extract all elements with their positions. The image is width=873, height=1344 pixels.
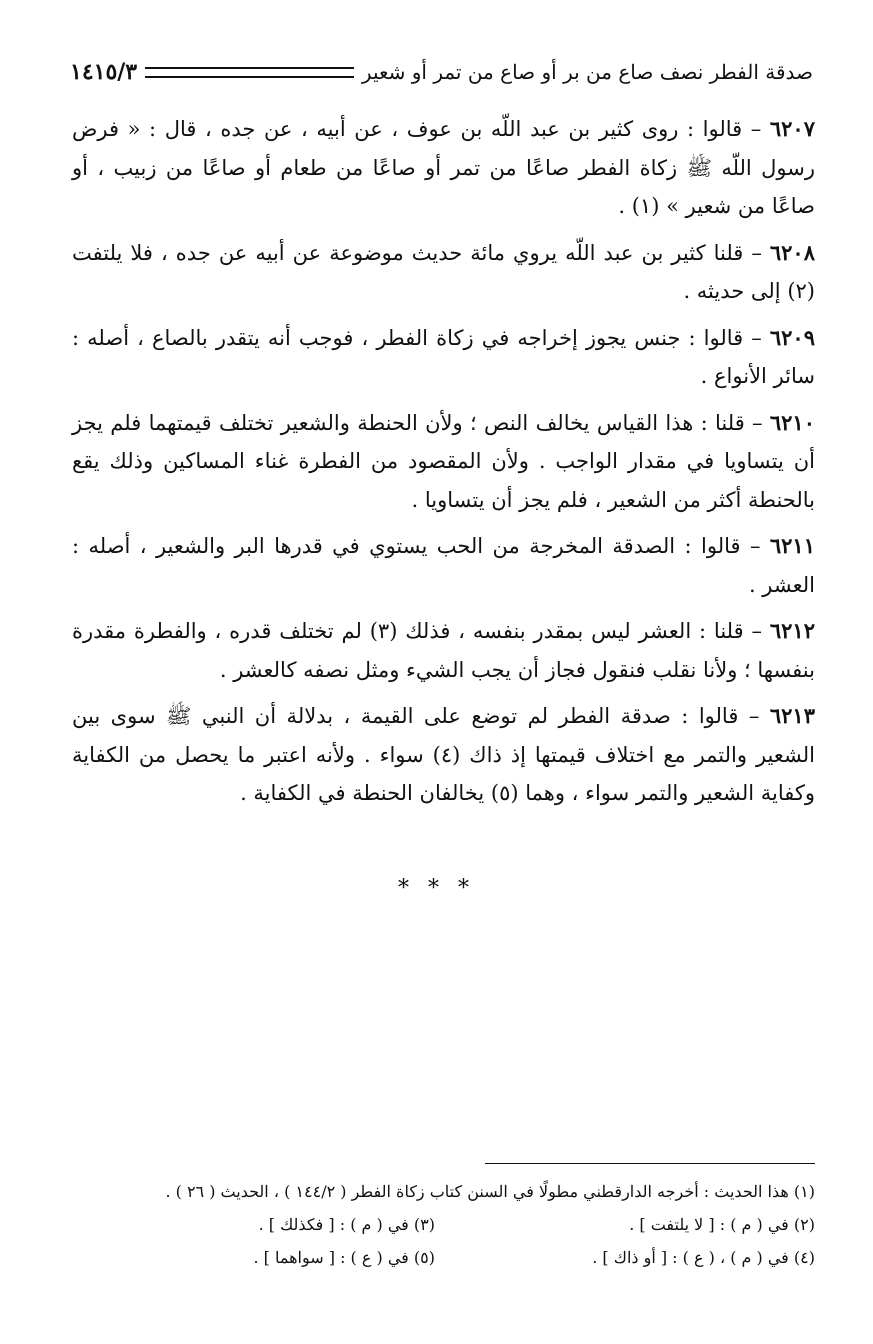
paragraph-6210: ٦٢١٠ – قلنا : هذا القياس يخالف النص ؛ ولأن الحنطة والشعير تختلف قيمتهما فلم يجز أن يتساويا في مقدار الواجب . ولأن المقصود من الفطرة غناء المساكين وذلك يقع بالحنطة أكثر من الشعير ، فلم يجز أن يتساويا .: [72, 409, 815, 512]
footnote-5: (٥) في ( ع ) : [ سواهما ] .: [253, 1248, 435, 1267]
section-separator: * * *: [398, 876, 475, 901]
footnote-rule: [485, 1163, 815, 1164]
paragraph-number: ٦٢١١: [769, 533, 815, 558]
running-title: صدقة الفطر نصف صاع من بر أو صاع من تمر أو شعير: [361, 60, 813, 84]
main-text: [72, 110, 815, 821]
paragraph-text: قلنا كثير بن عبد اللّه يروي مائة حديث موضوعة عن أبيه عن جده ، فلا يلتفت (٢) إلى حديثه .: [72, 240, 815, 303]
paragraph-6207: ٦٢٠٧ – قالوا : روى كثير بن عبد اللّه بن عوف ، عن أبيه ، عن جده ، قال : « فرض رسول اللّه ﷺ زكاة الفطر صاعًا من تمر أو صاعًا من طعام أو صاعًا من زبيب ، أو صاعًا من شعير » (١) .: [72, 116, 815, 218]
paragraph-6209: ٦٢٠٩ – قالوا : جنس يجوز إخراجه في زكاة الفطر ، فوجب أنه يتقدر بالصاع ، أصله : سائر الأنواع .: [72, 324, 815, 388]
paragraph-6212: ٦٢١٢ – قلنا : العشر ليس بمقدر بنفسه ، فذلك (٣) لم تختلف قدره ، والفطرة مقدرة بنفسها ؛ ولأنا نقلب فنقول فجاز أن يجب الشيء ومثل نصفه كالعشر .: [72, 618, 815, 682]
footnotes: [60, 1175, 815, 1274]
footnote-4: (٤) في ( م ) ، ( ع ) : [ أو ذاك ] .: [592, 1248, 815, 1267]
page-header: [70, 52, 813, 92]
paragraph-6211: ٦٢١١ – قالوا : الصدقة المخرجة من الحب يستوي في قدرها البر والشعير ، أصله : العشر .: [72, 533, 815, 597]
paragraph-text: قلنا : العشر ليس بمقدر بنفسه ، فذلك (٣) لم تختلف قدره ، والفطرة مقدرة بنفسها ؛ ولأنا نقلب فنقول فجاز أن يجب الشيء ومثل نصفه كالعشر .: [72, 619, 815, 682]
paragraph-text: قالوا : روى كثير بن عبد اللّه بن عوف ، عن أبيه ، عن جده ، قال : « فرض رسول اللّه ﷺ زكاة الفطر صاعًا من تمر أو صاعًا من طعام أو صاعًا من زبيب ، أو صاعًا من شعير » (١) .: [72, 117, 815, 218]
paragraph-6213: ٦٢١٣ – قالوا : صدقة الفطر لم توضع على القيمة ، بدلالة أن النبي ﷺ سوى بين الشعير والتمر مع اختلاف قيمتها إذ ذاك (٤) سواء . ولأنه اعتبر ما يحصل من الكفاية وكفاية الشعير والتمر سواء ، وهما (٥) يخالفان الحنطة في الكفاية .: [72, 703, 815, 805]
paragraph-text: قالوا : الصدقة المخرجة من الحب يستوي في قدرها البر والشعير ، أصله : العشر .: [72, 534, 815, 597]
paragraph-number: ٦٢٠٩: [769, 324, 815, 350]
paragraph-6208: ٦٢٠٨ – قلنا كثير بن عبد اللّه يروي مائة حديث موضوعة عن أبيه عن جده ، فلا يلتفت (٢) إلى حديثه .: [72, 239, 815, 303]
paragraph-number: ٦٢١٠: [769, 409, 815, 435]
footnote-1: (١) هذا الحديث : أخرجه الدارقطني مطولًا في السنن كتاب زكاة الفطر ( ١٤٤/٢ ) ، الحديث ( ٢٦ ) .: [165, 1182, 815, 1201]
paragraph-text: قلنا : هذا القياس يخالف النص ؛ ولأن الحنطة والشعير تختلف قيمتهما فلم يجز أن يتساويا في مقدار الواجب . ولأن المقصود من الفطرة غناء المساكين وذلك يقع بالحنطة أكثر من الشعير ، فلم يجز أن يتساويا .: [72, 410, 815, 512]
page-number: ١٤١٥/٣: [70, 59, 138, 85]
paragraph-number: ٦٢١٢: [769, 618, 815, 643]
paragraph-number: ٦٢١٣: [769, 703, 815, 728]
footnote-row: [60, 1241, 815, 1274]
footnote-3: (٣) في ( م ) : [ فكذلك ] .: [258, 1215, 435, 1234]
paragraph-text: قالوا : صدقة الفطر لم توضع على القيمة ، بدلالة أن النبي ﷺ سوى بين الشعير والتمر مع اختلاف قيمتها إذ ذاك (٤) سواء . ولأنه اعتبر ما يحصل من الكفاية وكفاية الشعير والتمر سواء ، وهما (٥) يخالفان الحنطة في الكفاية .: [72, 704, 815, 805]
footnote-row: [60, 1208, 815, 1241]
paragraph-text: قالوا : جنس يجوز إخراجه في زكاة الفطر ، فوجب أنه يتقدر بالصاع ، أصله : سائر الأنواع .: [72, 325, 815, 388]
paragraph-number: ٦٢٠٧: [769, 116, 815, 141]
paragraph-number: ٦٢٠٨: [769, 239, 815, 265]
header-double-rule: [145, 67, 354, 78]
footnote-2: (٢) في ( م ) : [ لا يلتفت ] .: [629, 1215, 815, 1234]
